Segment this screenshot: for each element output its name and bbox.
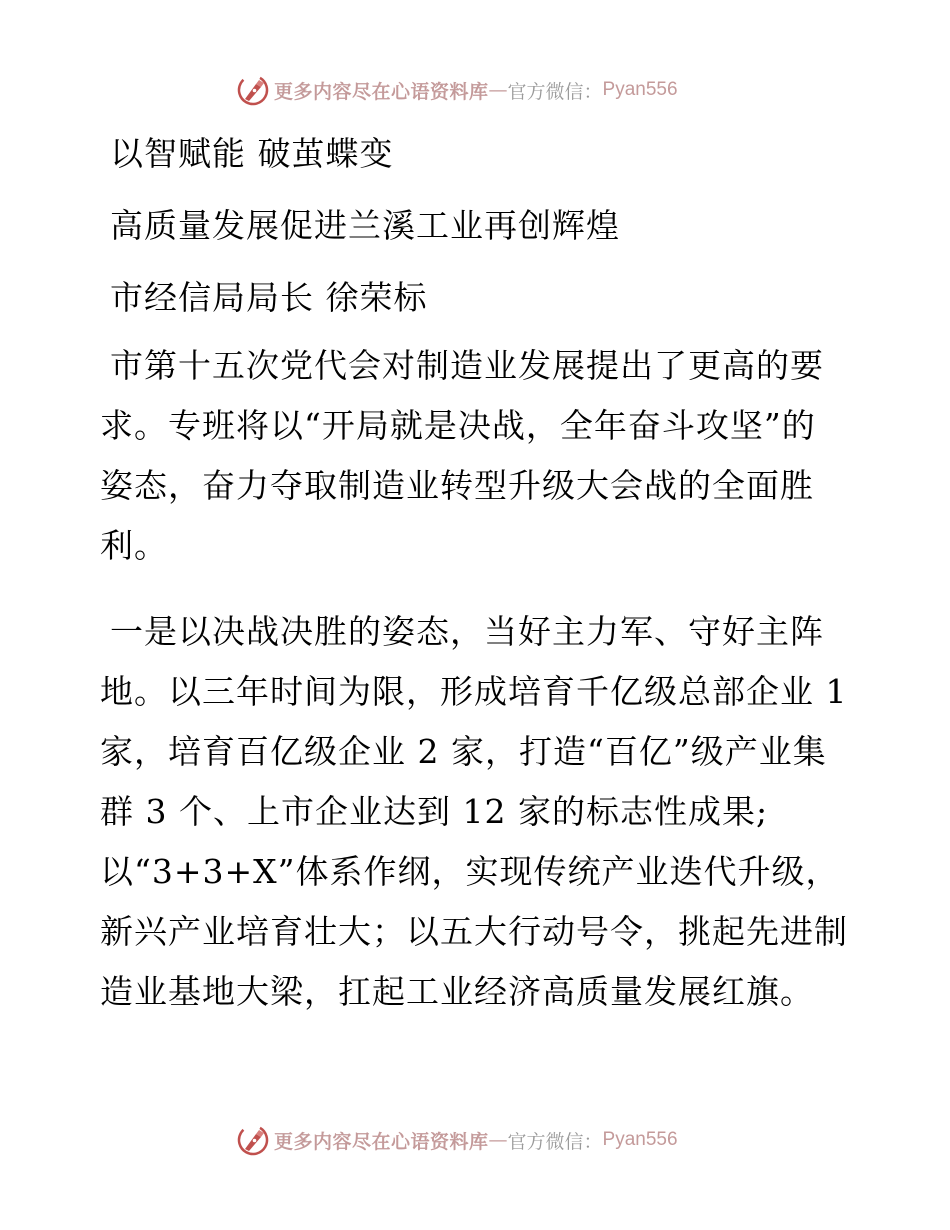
paragraph-line: 造业基地大梁，扛起工业经济高质量发展红旗。 bbox=[100, 972, 814, 1011]
watermark-text: 更多内容尽在心语资料库 bbox=[274, 80, 489, 103]
document-subtitle: 高质量发展促进兰溪工业再创辉煌 bbox=[110, 206, 620, 245]
paragraph-line: 市第十五次党代会对制造业发展提出了更高的要 bbox=[110, 346, 824, 385]
watermark-wechat-id: Pyan556 bbox=[602, 79, 678, 100]
watermark-text: 更多内容尽在心语资料库 bbox=[274, 1130, 489, 1153]
paragraph-line: 姿态，奋力夺取制造业转型升级大会战的全面胜 bbox=[100, 466, 814, 505]
header-watermark bbox=[236, 72, 678, 108]
pen-nib-logo-icon bbox=[236, 1123, 270, 1157]
paragraph-line: 群 3 个、上市企业达到 12 家的标志性成果; bbox=[100, 792, 769, 831]
footer-watermark bbox=[236, 1122, 678, 1158]
watermark-wechat-id: Pyan556 bbox=[602, 1129, 678, 1150]
document-title: 以智赋能 破茧蝶变 bbox=[110, 134, 394, 173]
paragraph-line: 求。专班将以“开局就是决战，全年奋斗攻坚”的 bbox=[100, 406, 816, 445]
paragraph-line: 以“3+3+X”体系作纲，实现传统产业迭代升级， bbox=[100, 852, 840, 891]
paragraph-line: 新兴产业培育壮大；以五大行动号令，挑起先进制 bbox=[100, 912, 848, 951]
watermark-official-label: 官方微信： bbox=[507, 80, 603, 103]
paragraph-2 bbox=[100, 602, 850, 1022]
watermark-dash: — bbox=[488, 79, 508, 101]
paragraph-1 bbox=[100, 336, 850, 576]
paragraph-line: 一是以决战决胜的姿态，当好主力军、守好主阵 bbox=[110, 612, 824, 651]
paragraph-line: 地。以三年时间为限，形成培育千亿级总部企业 1 bbox=[100, 672, 848, 711]
paragraph-line: 利。 bbox=[100, 526, 168, 565]
document-body bbox=[100, 124, 850, 1022]
watermark-dash: — bbox=[488, 1129, 508, 1151]
pen-nib-logo-icon bbox=[236, 73, 270, 107]
document-author: 市经信局局长 徐荣标 bbox=[110, 278, 428, 317]
paragraph-line: 家，培育百亿级企业 2 家，打造“百亿”级产业集 bbox=[100, 732, 827, 771]
watermark-official-label: 官方微信： bbox=[507, 1130, 603, 1153]
